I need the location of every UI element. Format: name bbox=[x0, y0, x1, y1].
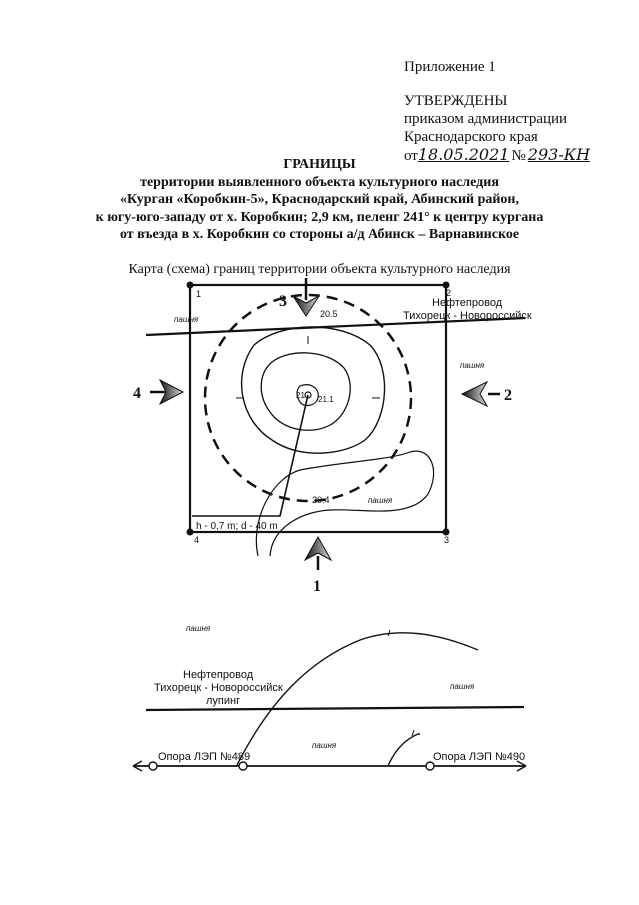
view-arrow-3 bbox=[279, 278, 319, 316]
contour-outer bbox=[242, 327, 385, 453]
elevation-label-1: 20.5 bbox=[320, 309, 338, 319]
appendix-title: Приложение 1 bbox=[404, 59, 496, 75]
date-prefix: от bbox=[404, 148, 418, 164]
view-label-4: 4 bbox=[133, 385, 141, 402]
view-label-2: 2 bbox=[504, 387, 512, 404]
pole-label-490: Опора ЛЭП №490 bbox=[433, 751, 526, 763]
power-pole-490 bbox=[426, 762, 434, 770]
elevation-label-4: 20.4 bbox=[312, 495, 330, 505]
field-label-bottom: пашня bbox=[368, 496, 393, 505]
lower-pipeline-label-3: лупинг bbox=[206, 695, 241, 707]
lower-map bbox=[133, 624, 526, 771]
view-arrow-2 bbox=[462, 382, 512, 406]
lower-contour-large bbox=[237, 633, 478, 765]
field-label-right: пашня bbox=[460, 361, 485, 370]
pipeline-label-2: Тихорецк - Новороссийск bbox=[403, 310, 532, 322]
pole-label-489: Опора ЛЭП №489 bbox=[158, 751, 251, 763]
corner-label-3: 3 bbox=[444, 535, 450, 545]
upper-map bbox=[133, 278, 532, 595]
number-prefix: № bbox=[511, 148, 526, 164]
corner-label-4: 4 bbox=[194, 535, 200, 545]
corner-label-1: 1 bbox=[196, 289, 202, 299]
view-arrow-1 bbox=[305, 537, 331, 595]
document-heading: ГРАНИЦЫ bbox=[283, 157, 356, 172]
mound-info: h - 0,7 m; d - 40 m bbox=[196, 521, 278, 532]
title-line-4: от въезда в х. Коробкин со стороны а/д Абинск – Варнавинское bbox=[119, 227, 520, 242]
lower-contour-small bbox=[388, 734, 420, 766]
lower-pipeline-label-2: Тихорецк - Новороссийск bbox=[154, 682, 283, 694]
pipeline-label-1: Нефтепровод bbox=[432, 297, 503, 309]
corner-label-2: 2 bbox=[446, 288, 452, 298]
corner-point-1 bbox=[187, 282, 194, 289]
corner-point-4 bbox=[187, 529, 194, 536]
lower-contour-tick bbox=[412, 730, 414, 736]
number-handwritten: 293-КН bbox=[527, 145, 591, 164]
lower-field-label-2: пашня bbox=[450, 682, 475, 691]
title-line-1: территории выявленного объекта культурного наследия bbox=[140, 174, 499, 190]
lower-field-label-3: пашня bbox=[312, 741, 337, 750]
view-label-1: 1 bbox=[313, 578, 321, 595]
view-arrow-4 bbox=[133, 380, 183, 404]
approved-label: УТВЕРЖДЕНЫ bbox=[404, 93, 508, 109]
date-handwritten: 18.05.2021 bbox=[417, 145, 510, 164]
mound-leader-line bbox=[192, 395, 308, 516]
lower-pipeline-label-1: Нефтепровод bbox=[183, 669, 254, 681]
order-line-2: Краснодарского края bbox=[404, 129, 538, 145]
title-line-3: к югу-юго-западу от х. Коробкин; 2,9 км, пеленг 241° к центру кургана bbox=[95, 209, 544, 225]
power-pole-489 bbox=[239, 762, 247, 770]
map-caption: Карта (схема) границ территории объекта культурного наследия bbox=[128, 262, 511, 277]
lower-field-label-1: пашня bbox=[186, 624, 211, 633]
field-label-left: пашня bbox=[174, 315, 199, 324]
contour-middle bbox=[261, 353, 350, 430]
lower-pipeline-line bbox=[146, 707, 524, 710]
elevation-label-2: 21 bbox=[296, 391, 305, 400]
power-pole-left bbox=[149, 762, 157, 770]
order-line-1: приказом администрации bbox=[404, 111, 568, 127]
elevation-label-3: 21.1 bbox=[318, 395, 334, 404]
view-label-3: 3 bbox=[279, 293, 287, 310]
title-line-2: «Курган «Коробкин-5», Краснодарский край, Абинский район, bbox=[120, 192, 519, 207]
